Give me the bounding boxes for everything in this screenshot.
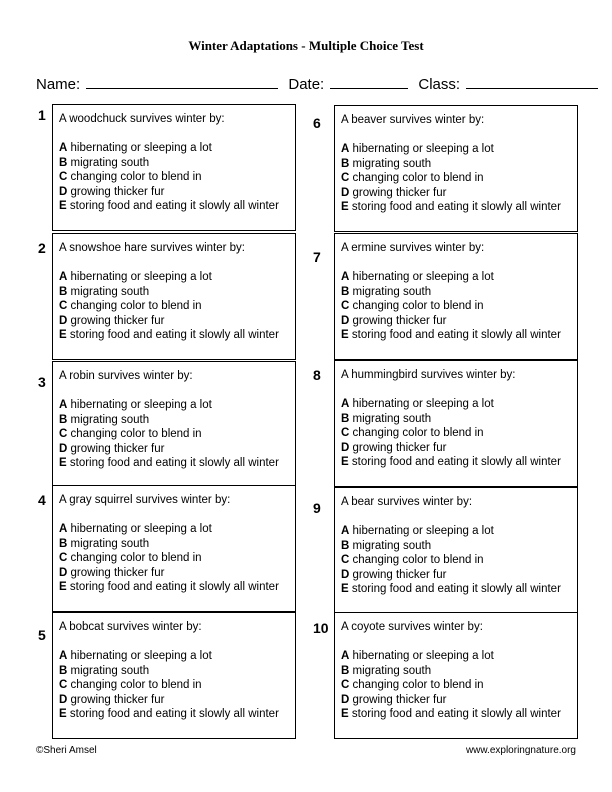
answer-options [59,141,279,214]
option-letter: A [341,143,350,155]
option-letter: B [59,413,68,426]
option-text: storing food and eating it slowly all winter [351,201,561,213]
option-letter: D [59,314,68,327]
question-prompt: A woodchuck survives winter by: [59,113,225,125]
answer-option[interactable] [59,141,279,156]
option-letter: E [59,708,67,720]
option-text: growing thicker fur [352,186,447,199]
option-letter: A [341,271,350,283]
question-number: 7 [313,249,321,265]
answer-option[interactable] [59,314,279,329]
question-prompt: A ermine survives winter by: [341,242,485,254]
answer-option[interactable] [59,270,279,285]
answer-option[interactable] [59,522,279,537]
option-text: changing color to blend in [352,300,484,312]
option-letter: D [341,314,350,327]
question-number: 4 [38,492,46,508]
option-letter: C [341,554,350,566]
answer-options [341,524,561,597]
option-text: hibernating or sleeping a lot [70,399,212,411]
answer-option[interactable] [59,580,279,595]
option-text: migrating south [70,156,150,169]
answer-option[interactable] [341,664,561,679]
student-info-row [36,74,604,93]
answer-options [341,397,561,470]
option-letter: E [59,200,67,212]
option-letter: B [341,664,350,677]
option-text: changing color to blend in [70,679,202,691]
option-letter: E [59,457,67,469]
option-letter: B [341,285,350,298]
answer-option[interactable] [59,285,279,300]
page-title: Winter Adaptations - Multiple Choice Test [188,38,424,53]
question-box-10 [334,612,578,739]
option-text: growing thicker fur [70,442,165,455]
answer-option[interactable] [59,199,279,214]
date-blank[interactable] [330,74,408,89]
answer-option[interactable] [59,299,279,314]
answer-option[interactable] [59,170,279,185]
option-letter: D [59,693,68,706]
question-box-7 [334,233,578,360]
answer-option[interactable] [341,524,561,539]
option-text: migrating south [70,413,150,426]
option-text: storing food and eating it slowly all winter [69,200,279,212]
option-letter: B [341,539,350,552]
question-box-5 [52,612,296,739]
answer-option[interactable] [341,200,561,215]
option-text: hibernating or sleeping a lot [70,650,212,662]
option-text: storing food and eating it slowly all winter [351,329,561,341]
option-letter: E [59,581,67,593]
option-letter: A [59,271,68,283]
option-text: migrating south [70,664,150,677]
question-number: 5 [38,627,46,643]
answer-option[interactable] [341,441,561,456]
option-text: changing color to blend in [352,172,484,184]
answer-options [341,142,561,215]
option-letter: A [59,523,68,535]
option-text: growing thicker fur [352,314,447,327]
answer-option[interactable] [341,314,561,329]
option-text: migrating south [70,285,150,298]
answer-option[interactable] [59,156,279,171]
name-label: Name: [36,76,81,93]
answer-option[interactable] [59,693,279,708]
answer-option[interactable] [59,678,279,693]
question-box-8 [334,360,578,487]
answer-option[interactable] [59,566,279,581]
option-text: storing food and eating it slowly all winter [351,456,561,468]
option-text: migrating south [352,157,432,170]
answer-option[interactable] [59,664,279,679]
answer-option[interactable] [341,412,561,427]
option-text: growing thicker fur [70,314,165,327]
answer-option[interactable] [341,285,561,300]
class-label: Class: [418,76,461,93]
question-number: 6 [313,115,321,131]
answer-option[interactable] [59,649,279,664]
copyright: ©Sheri Amsel [36,745,97,756]
answer-options [59,649,279,722]
name-blank[interactable] [86,74,278,89]
option-text: hibernating or sleeping a lot [70,523,212,535]
option-letter: C [341,427,350,439]
answer-option[interactable] [341,171,561,186]
option-text: growing thicker fur [70,566,165,579]
option-text: hibernating or sleeping a lot [352,525,494,537]
answer-option[interactable] [59,427,279,442]
question-prompt: A gray squirrel survives winter by: [59,494,231,506]
answer-option[interactable] [341,693,561,708]
option-letter: C [59,300,68,312]
question-box-1 [52,104,296,231]
answer-options [59,398,279,471]
option-text: changing color to blend in [70,552,202,564]
answer-option[interactable] [341,157,561,172]
question-number: 3 [38,374,46,390]
option-text: changing color to blend in [352,427,484,439]
answer-option[interactable] [341,142,561,157]
answer-option[interactable] [59,551,279,566]
option-text: growing thicker fur [352,693,447,706]
answer-option[interactable] [341,678,561,693]
answer-option[interactable] [341,426,561,441]
option-text: storing food and eating it slowly all winter [69,457,279,469]
answer-option[interactable] [59,707,279,722]
website: www.exploringnature.org [465,745,576,756]
answer-option[interactable] [59,328,279,343]
option-letter: C [341,679,350,691]
option-letter: E [341,456,349,468]
option-text: hibernating or sleeping a lot [352,650,494,662]
answer-options [341,649,561,722]
option-letter: A [59,399,68,411]
question-number: 2 [38,240,46,256]
option-letter: D [341,441,350,454]
option-letter: D [59,442,68,455]
option-text: migrating south [352,285,432,298]
question-number: 1 [38,107,46,123]
answer-option[interactable] [341,568,561,583]
option-letter: B [59,537,68,550]
option-text: changing color to blend in [70,428,202,440]
option-letter: A [341,650,350,662]
answer-option[interactable] [59,185,279,200]
answer-option[interactable] [341,186,561,201]
answer-option[interactable] [341,582,561,597]
option-text: growing thicker fur [352,568,447,581]
option-letter: C [341,300,350,312]
option-text: hibernating or sleeping a lot [352,271,494,283]
option-letter: A [59,142,68,154]
option-letter: B [341,157,350,170]
class-blank[interactable] [466,74,598,89]
option-letter: C [341,172,350,184]
option-letter: E [341,708,349,720]
answer-option[interactable] [341,707,561,722]
option-letter: D [59,185,68,198]
answer-option[interactable] [59,413,279,428]
question-box-2 [52,233,296,360]
question-box-4 [52,485,296,612]
question-number: 8 [313,367,321,383]
question-prompt: A bear survives winter by: [341,496,473,508]
option-letter: B [59,664,68,677]
option-letter: A [59,650,68,662]
option-letter: D [341,693,350,706]
option-text: hibernating or sleeping a lot [70,142,212,154]
option-text: growing thicker fur [70,185,165,198]
answer-option[interactable] [59,456,279,471]
option-text: growing thicker fur [352,441,447,454]
question-box-3 [52,361,296,488]
option-text: storing food and eating it slowly all winter [351,708,561,720]
question-prompt: A snowshoe hare survives winter by: [59,242,246,254]
option-text: storing food and eating it slowly all winter [351,583,561,595]
answer-option[interactable] [341,397,561,412]
option-letter: B [59,156,68,169]
answer-option[interactable] [341,270,561,285]
option-letter: D [59,566,68,579]
answer-option[interactable] [59,537,279,552]
option-letter: B [341,412,350,425]
option-letter: E [59,329,67,341]
answer-options [59,522,279,595]
question-number: 9 [313,500,321,516]
answer-options [59,270,279,343]
answer-option[interactable] [341,539,561,554]
option-letter: A [341,525,350,537]
date-label: Date: [288,76,325,93]
answer-option[interactable] [341,455,561,470]
option-text: changing color to blend in [70,171,202,183]
option-text: migrating south [352,412,432,425]
option-letter: B [59,285,68,298]
option-text: changing color to blend in [70,300,202,312]
option-letter: C [59,171,68,183]
option-letter: E [341,201,349,213]
question-prompt: A beaver survives winter by: [341,114,485,126]
option-letter: E [341,329,349,341]
option-text: changing color to blend in [352,554,484,566]
answer-option[interactable] [341,299,561,314]
question-box-6 [334,105,578,232]
option-text: hibernating or sleeping a lot [70,271,212,283]
answer-option[interactable] [59,398,279,413]
option-letter: A [341,398,350,410]
option-text: hibernating or sleeping a lot [352,398,494,410]
answer-option[interactable] [341,553,561,568]
option-text: storing food and eating it slowly all winter [69,581,279,593]
option-letter: C [59,552,68,564]
answer-option[interactable] [59,442,279,457]
question-number: 10 [313,620,329,636]
question-prompt: A robin survives winter by: [59,370,193,382]
option-text: hibernating or sleeping a lot [352,143,494,155]
option-text: migrating south [70,537,150,550]
option-text: changing color to blend in [352,679,484,691]
answer-option[interactable] [341,649,561,664]
question-prompt: A coyote survives winter by: [341,621,483,633]
option-letter: D [341,186,350,199]
option-text: migrating south [352,664,432,677]
answer-options [341,270,561,343]
option-letter: E [341,583,349,595]
question-prompt: A bobcat survives winter by: [59,621,202,633]
option-letter: C [59,679,68,691]
option-text: storing food and eating it slowly all winter [69,329,279,341]
question-box-9 [334,487,578,614]
answer-option[interactable] [341,328,561,343]
option-text: growing thicker fur [70,693,165,706]
option-text: storing food and eating it slowly all winter [69,708,279,720]
option-letter: C [59,428,68,440]
option-text: migrating south [352,539,432,552]
question-prompt: A hummingbird survives winter by: [341,369,516,381]
option-letter: D [341,568,350,581]
